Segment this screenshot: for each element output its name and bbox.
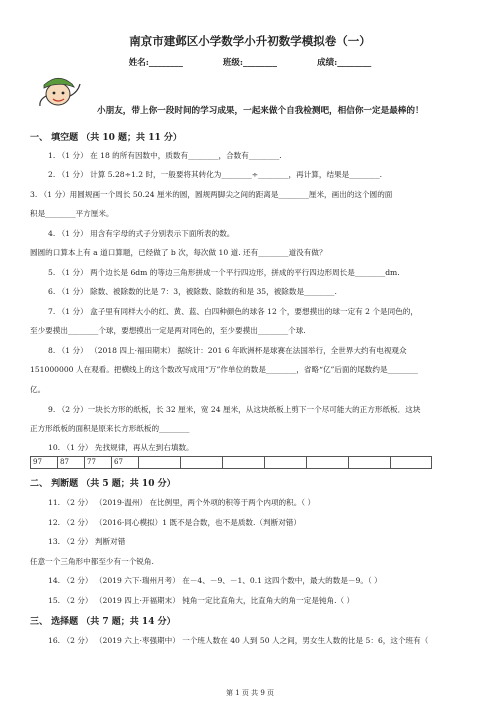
question-13-cont: 任意一个三角形中都至少有一个锐角. — [30, 557, 154, 566]
question-8: 8. （1 分） （2018 四上·福田期末） 据统计：201 6 年欧洲杯是球赛在法国举行，全世界大约有电视观众 — [48, 346, 407, 355]
question-12: 12. （2 分） （2016·同心模拟）1 既不是合数，也不是质数.（判断对错） — [48, 518, 301, 527]
question-8-cont: 151000000 人在观看。把横线上的这个数改写成用“万”作单位的数是________，省略“亿”后面的尾数约是________ — [30, 365, 418, 374]
question-5: 5. （1 分） 两个边长是 6dm 的等边三角形拼成一个平行四边形，拼成的平行四边形周长是________dm. — [48, 268, 400, 277]
question-7: 7. （1 分） 盒子里有同样大小的红、黄、蓝、白四种颜色的球各 12 个，要想摸出的球一定有 2 个是同色的， — [48, 307, 418, 316]
score-field[interactable]: 成绩:________ — [317, 58, 372, 68]
sequence-blank[interactable] — [138, 456, 180, 469]
question-3-cont: 积是________平方厘米。 — [30, 209, 114, 218]
sequence-cell: 87 — [57, 456, 84, 469]
question-8-cont2: 亿。 — [30, 385, 46, 394]
question-7-cont: 至少要摸出________个球，要想摸出一定是两对同色的，至少要摸出________个球. — [30, 326, 306, 335]
sequence-blank[interactable] — [222, 456, 264, 469]
question-13: 13. （2 分） 判断对错 — [48, 537, 126, 546]
sequence-cell: 97 — [30, 456, 57, 469]
sequence-blank[interactable] — [348, 456, 390, 469]
section-multiple-choice: 三、 选择题 （共 7 题；共 14 分） — [30, 617, 176, 627]
question-2: 2. （1 分） 计算 5.28÷1.2 时，一般要将其转化为________÷________，再计算，结果是________. — [48, 170, 383, 179]
question-4: 4. （1 分） 用含有字母的式子分别表示下面所表的数。 — [48, 229, 235, 238]
section-true-false: 二、 判断题 （共 5 题；共 10 分） — [30, 479, 176, 489]
mascot-icon — [36, 70, 84, 110]
question-6: 6. （1 分） 除数、被除数的比是 7：3，被除数、除数的和是 35，被除数是________. — [48, 287, 337, 296]
question-16: 16. （2 分） （2019 六上·枣强期中） 一个班人数在 40 人到 50 人之间，男女生人数的比是 5：6，这个班有（ — [48, 636, 429, 645]
sequence-blank[interactable] — [180, 456, 222, 469]
question-10: 10. （1 分） 先找规律，再从左到右填数。 — [48, 443, 194, 452]
exam-title: 南京市建邺区小学数学小升初数学模拟卷（一） — [129, 34, 371, 48]
question-15: 15. （2 分） （2019 四上·开福期末） 钝角一定比直角大，比直角大的角一定是钝角.（ ） — [48, 596, 355, 605]
question-9-cont: 正方形纸板的面积是原来长方形纸板的________ — [30, 424, 190, 433]
sequence-blank[interactable] — [306, 456, 348, 469]
sequence-blank[interactable] — [264, 456, 306, 469]
class-field[interactable]: 班级:________ — [222, 58, 278, 68]
question-1: 1. （1 分） 在 18 的所有因数中，质数有________，合数有________. — [48, 151, 282, 160]
sequence-row — [30, 456, 432, 469]
section-fill-blank: 一、 填空题 （共 10 题；共 11 分） — [30, 133, 182, 143]
intro-text: 小朋友，带上你一段时间的学习成果，一起来做个自我检测吧，相信你一定是最棒的！ — [97, 106, 424, 116]
student-info — [0, 56, 500, 68]
question-9: 9. （2 分）一块长方形的纸板，长 32 厘米，宽 24 厘米，从这块纸板上剪下一个尽可能大的正方形纸板．这块 — [48, 405, 421, 414]
sequence-cell: 77 — [84, 456, 111, 469]
name-field[interactable]: 姓名:________ — [128, 58, 183, 68]
question-3: 3. （1 分）用圆规画一个周长 50.24 厘米的圆，圆规两脚尖之间的距离是________厘米，画出的这个圆的面 — [30, 190, 393, 199]
question-4-cont: 圆圆的口算本上有 a 道口算题，已经做了 b 次，每次做 10 道. 还有________道没有做？ — [30, 248, 327, 257]
sequence-blank[interactable] — [390, 456, 432, 469]
sequence-cell: 67 — [111, 456, 138, 469]
question-14: 14. （2 分） （2019 六下·瑞州月考） 在－4、－9、－1、0.1 这四个数中，最大的数是－9。（ ） — [48, 576, 382, 585]
question-11: 11. （2 分） （2019·温州） 在比例里，两个外项的积等于两个内项的积。（ ） — [48, 498, 316, 507]
page-footer: 第 1 页 共 9 页 — [225, 689, 275, 697]
